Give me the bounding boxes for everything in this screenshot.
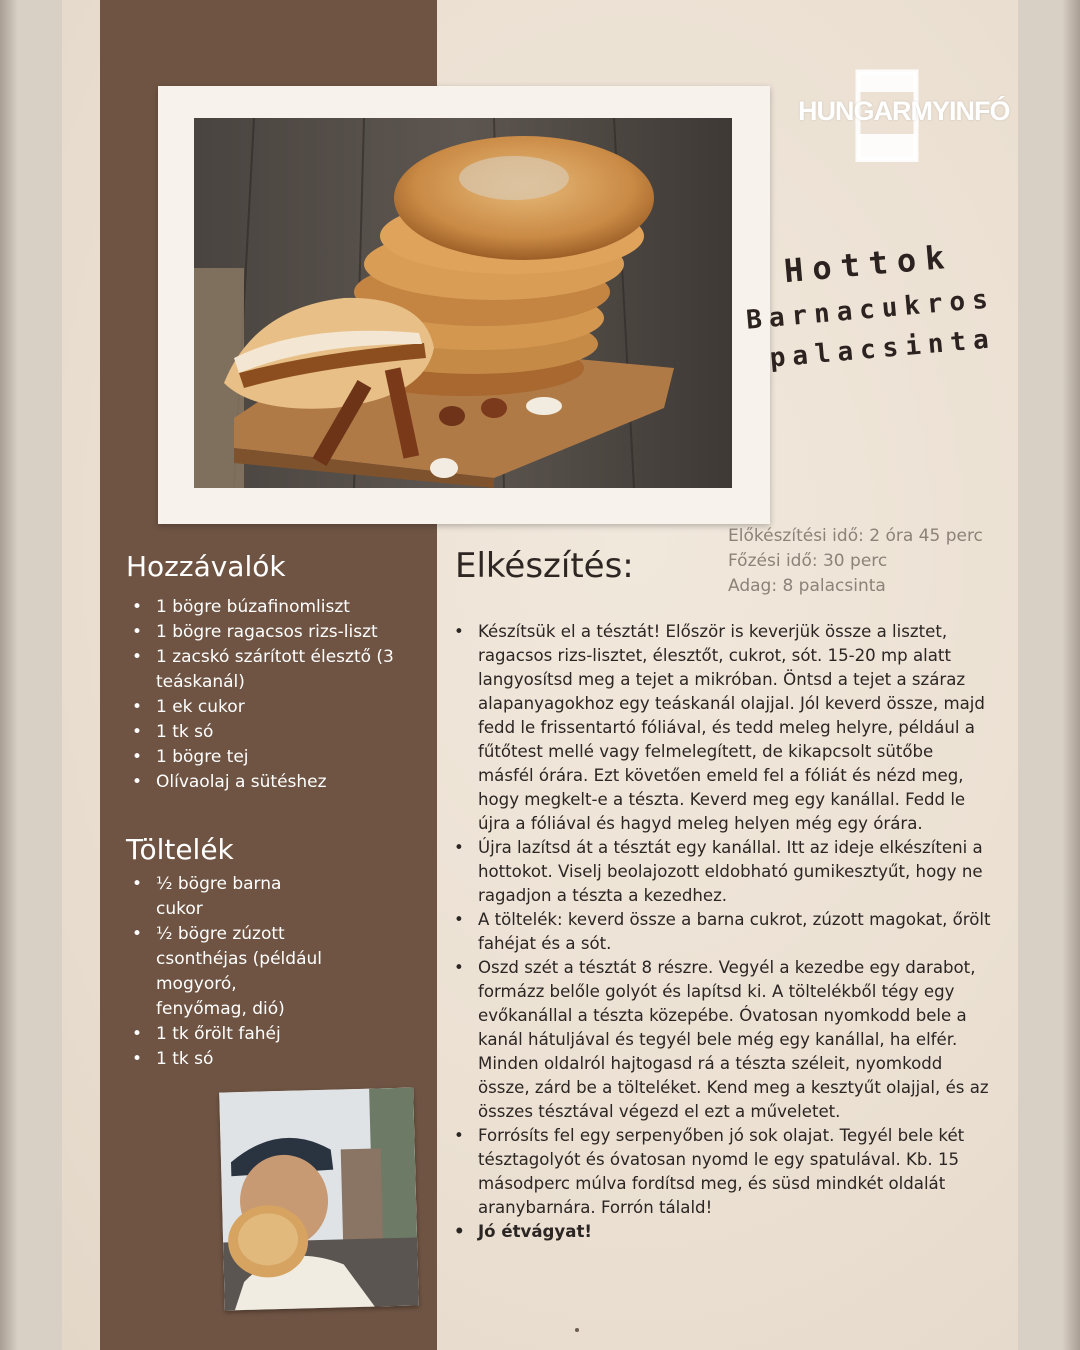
filling-list [126, 872, 331, 1072]
recipe-meta [728, 524, 983, 599]
method-steps [452, 620, 992, 1244]
filling-heading: Töltelék [126, 833, 234, 866]
ingredients-heading: Hozzávalók [126, 550, 286, 583]
method-step: • Forrósíts fel egy serpenyőben jó sok olajat. Tegyél bele két tésztagolyót és óvatosan nyomd le egy spatulával. Kb. 15 másodperc múlva fordítsd meg, és süsd mindkét oldalát aranybarnára. Forrón tálald! [452, 1124, 992, 1220]
decorative-dot [575, 1328, 579, 1332]
ingredient-item: • 1 bögre búzafinomliszt [126, 595, 426, 620]
ingredient-item: • 1 zacskó szárított élesztő (3 teáskanál) [126, 645, 426, 695]
hotteok-stack-photo [194, 118, 732, 488]
method-step: • Újra lazítsd át a tésztát egy kanállal. Itt az ideje elkészíteni a hottokot. Viselj beolajozott eldobható gumikesztyűt, hogy ne ragadjon a tészta a kezedhez. [452, 836, 992, 908]
filling-item: • ½ bögre barna cukor [126, 872, 331, 922]
recipe-title [740, 224, 1031, 388]
title-subtitle-line2: palacsinta [768, 324, 997, 374]
method-step: • Oszd szét a tésztát 8 részre. Vegyél a kezedbe egy darabot, formázz belőle golyót és lapítsd ki. A töltelékből tégy egy evőkanállal a tészta közepébe. Óvatosan nyomkodd bele a kanál hátuljával és tegyél bele még egy kanállal, ha elfér. Minden oldalról hajtogasd rá a tészta széleit, nyomkodd össze, zárd be a tölteléket. Kend meg a kesztyűt olajjal, és az összes tésztával végezd el ezt a műveletet. [452, 956, 992, 1124]
hungarmyinfo-logo [798, 62, 1010, 162]
method-heading: Elkészítés: [455, 546, 634, 586]
ingredients-section [126, 550, 426, 795]
closing-wish: • Jó étvágyat! [452, 1220, 992, 1244]
filling-item: • 1 tk só [126, 1047, 331, 1072]
method-step: • A töltelék: keverd össze a barna cukrot, zúzott magokat, őrölt fahéjat és a sót. [452, 908, 992, 956]
title-main: Hottok [782, 237, 955, 291]
logo-text: HUNGARMYINFÓ [798, 96, 1010, 126]
ingredient-item: • 1 bögre tej [126, 745, 426, 770]
photo-frame [158, 86, 770, 524]
servings: Adag: 8 palacsinta [728, 576, 886, 596]
person-eating-hotteok-photo [219, 1087, 419, 1310]
filling-item: • ½ bögre zúzott csonthéjas (például mogyoró, fenyőmag, dió) [126, 922, 331, 1022]
filling-section [126, 833, 331, 1072]
ingredient-item: • 1 ek cukor [126, 695, 426, 720]
cook-time: Főzési idő: 30 perc [728, 551, 888, 571]
ingredient-item: • 1 bögre ragacsos rizs-liszt [126, 620, 426, 645]
ingredients-list [126, 595, 426, 795]
ingredient-item: • Olívaolaj a sütéshez [126, 770, 426, 795]
filling-item: • 1 tk őrölt fahéj [126, 1022, 331, 1047]
method-step: • Készítsük el a tésztát! Először is keverjük össze a lisztet, ragacsos rizs-lisztet, élesztőt, cukrot, sót. 15-20 mp alatt langyosítsd meg a tejet a mikróban. Öntsd a tejet a száraz alapanyagokhoz egy teáskanál olajjal. Jól keverd össze, majd fedd le frissentartó fóliával, és tedd meleg helyre, például a fűtőtest mellé vagy felmelegített, de kikapcsolt sütőbe másfél órára. Ezt követően emeld fel a fóliát és nézd meg, hogy megkelt-e a tészta. Keverd meg egy kanállal. Fedd le újra a fóliával és hagyd meleg helyen még egy órára. [452, 620, 992, 836]
prep-time: Előkészítési idő: 2 óra 45 perc [728, 526, 983, 546]
ingredient-item: • 1 tk só [126, 720, 426, 745]
title-subtitle-line1: Barnacukros [745, 284, 996, 336]
